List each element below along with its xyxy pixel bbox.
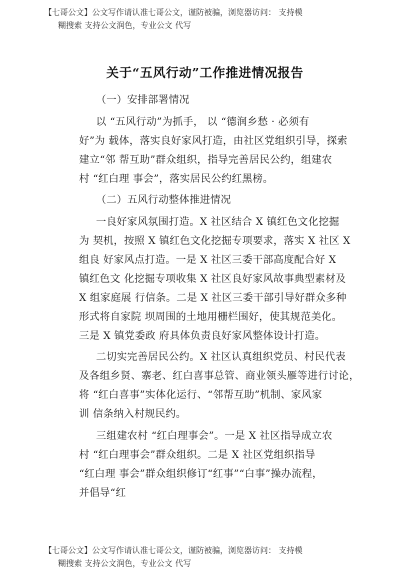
body-line: 三组建农村 “红白理事会”。一是 X 社区指导成立农 — [96, 431, 333, 442]
body-line: 镇红色文 化挖掘专项收集 X 社区良好家风故事典型素材及 — [79, 274, 347, 285]
body-line: 三是 X 镇党委政 府具体负责良好家风整体设计打造。 — [79, 331, 326, 342]
footer-line-1: 【七哥公文】公文写作请认准七哥公文，谨防被骗，浏览器访问： 支持模 — [44, 546, 303, 555]
body-line: “红白理 事会”群众组织修订“红事”“白事”操办流程， — [79, 469, 323, 480]
body-line: 二切实完善居民公约。X 社区认真组织党员、村民代表 — [96, 352, 346, 363]
footer-line-2: 糊搜索 支持公文润色，专业公文 代写 — [58, 559, 192, 568]
body-line: 将 “红白喜事”实体化运行、“邻帮互助”机制、家风家 — [79, 390, 323, 401]
body-line: X 组家庭展 行信条。二是 X 社区三委干部引导好群众多种 — [79, 293, 347, 304]
body-line: 形式将自家院 坝周围的土地用栅栏围好，使其规范美化。 — [79, 312, 343, 323]
body-line: 以 “五风行动”为抓手， 以 “德润乡愁 · 必须有 — [96, 117, 310, 128]
body-line: 并倡导“红 — [79, 488, 126, 499]
body-line: 建立“邻 帮互助”群众组织，指导完善居民公约，组建农 — [79, 155, 333, 166]
body-line: 及各组乡贤、寨老、红白喜事总管、商业领头雁等进行讨论， — [79, 371, 360, 382]
section-heading-1: （一）安排部署情况 — [96, 95, 190, 106]
header-line-2: 糊搜索 支持公文润色，专业公文 代写 — [58, 21, 192, 30]
body-line: 好”为 载体，落实良好家风打造，由社区党组织引导，探索 — [79, 136, 348, 147]
body-line: 训 信条纳入村规民约。 — [79, 409, 187, 420]
body-line: 为 契机，按照 X 镇红色文化挖掘专项要求，落实 X 社区 X — [79, 236, 351, 247]
section-heading-2: （二）五风行动整体推进情况 — [96, 195, 232, 206]
body-line: 组良 好家风点打造。一是 X 社区三委干部高度配合好 X — [79, 255, 337, 266]
body-line: 村 “红白理事会”群众组织。二是 X 社区党组织指导 — [79, 450, 316, 461]
body-line: 一良好家风氛围打造。X 社区结合 X 镇红色文化挖掘 — [96, 217, 340, 228]
body-line: 村 “红白理 事会”，落实居民公约红黑榜。 — [79, 174, 274, 185]
footer-banner — [44, 544, 374, 570]
document-title: 关于“五风行动”工作推进情况报告 — [106, 65, 304, 80]
header-banner — [44, 6, 374, 32]
header-line-1: 【七哥公文】公文写作请认准七哥公文，谨防被骗，浏览器访问： 支持模 — [44, 8, 303, 17]
